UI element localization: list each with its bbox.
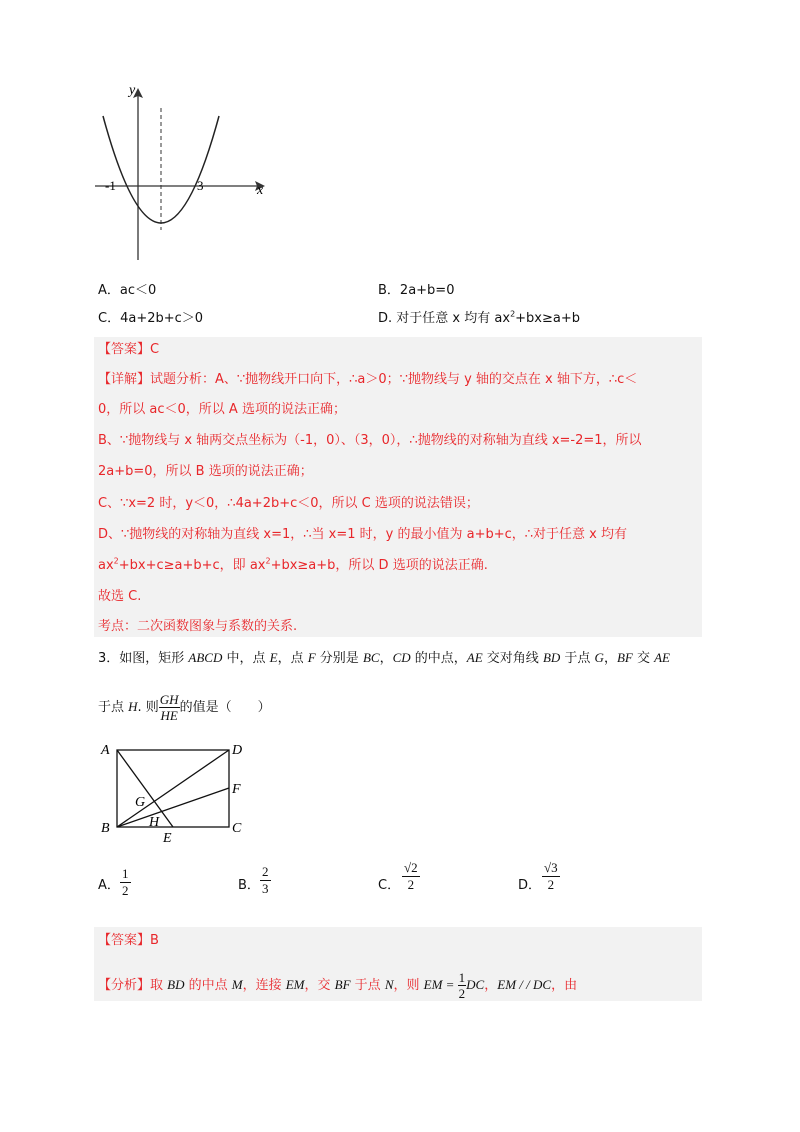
q2-option-b[interactable] xyxy=(378,281,454,301)
q3-answer-label: 【答案】B xyxy=(98,933,159,948)
fraction-denominator: 2 xyxy=(407,877,415,892)
fraction-numerator: 2 xyxy=(262,864,269,879)
text-part: 于点 xyxy=(560,651,595,666)
fraction-denominator: HE xyxy=(160,708,178,723)
q2-conclusion: 故选 C. xyxy=(98,589,142,604)
text-part: 分别是 xyxy=(315,651,363,666)
segment-bf xyxy=(117,788,229,827)
q2-explain-line5: C、∵x=2 时，y＜0，∴4a+2b+c＜0，所以 C 选项的说法错误； xyxy=(98,496,479,511)
x-axis-label: x xyxy=(257,183,264,198)
fraction-denominator: 2 xyxy=(547,877,555,892)
text-part: ， xyxy=(379,651,393,666)
option-letter: B． xyxy=(238,878,260,893)
fraction-numerator: 1 xyxy=(122,866,129,881)
q2-option-d[interactable] xyxy=(378,309,580,329)
option-fraction xyxy=(260,864,271,897)
label-c: C xyxy=(232,821,242,836)
q3-option-b[interactable] xyxy=(238,862,298,896)
fraction-denominator: 2 xyxy=(122,883,129,898)
option-text: 对于任意 x 均有 ax xyxy=(396,311,511,326)
math-bd: BD xyxy=(167,977,185,992)
q2-explain-line4: 2a+b=0，所以 B 选项的说法正确； xyxy=(98,464,313,479)
fraction-denominator: 3 xyxy=(262,881,269,896)
q3-stem-line1 xyxy=(98,648,670,669)
option-text-post: +bx≥a+b xyxy=(515,311,580,326)
q3-analysis-line xyxy=(98,970,577,1001)
parallel-statement: EM / / DC xyxy=(497,977,552,992)
segment-ae xyxy=(117,750,173,827)
label-d: D xyxy=(232,743,243,758)
math-em: EM xyxy=(285,977,305,992)
text-part: ，由 xyxy=(551,978,578,993)
q3-stem-line2 xyxy=(98,690,271,725)
q3-option-d[interactable] xyxy=(518,858,578,896)
math-m: M xyxy=(231,977,243,992)
tick-label-right: 3 xyxy=(197,178,204,193)
fraction-numerator: GH xyxy=(159,692,179,707)
superscript: 2 xyxy=(113,556,119,566)
text-part: 交对角线 xyxy=(482,651,543,666)
label-b: B xyxy=(101,821,110,836)
text-part: ax xyxy=(98,558,114,573)
option-letter: D. xyxy=(378,311,393,326)
equation-lhs: EM = xyxy=(423,977,458,992)
q3-option-c[interactable] xyxy=(378,858,438,896)
text-part: ，连接 xyxy=(242,978,286,993)
q2-explain-line2: 0，所以 ac＜0，所以 A 选项的说法正确； xyxy=(98,402,346,417)
math-bd: BD xyxy=(542,650,561,665)
text-part: 3．如图，矩形 xyxy=(98,651,189,666)
math-h: H xyxy=(128,699,138,714)
text-part: . 则 xyxy=(137,700,159,715)
math-bf: BF xyxy=(334,977,351,992)
diagonal-bd xyxy=(117,750,229,827)
text-part: 交 xyxy=(632,651,655,666)
q2-explain-line6: D、∵抛物线的对称轴为直线 x=1，∴当 x=1 时，y 的最小值为 a+b+c，∴对于任意 x 均有 xyxy=(98,527,628,542)
q2-explain-line7 xyxy=(98,556,488,576)
option-fraction xyxy=(120,866,131,899)
fraction-numerator: √3 xyxy=(544,860,558,875)
q2-explain-line1: 【详解】试题分析：A、∵抛物线开口向下，∴a＞0；∵抛物线与 y 轴的交点在 x 轴下方，∴c＜ xyxy=(98,372,638,387)
math-bf: BF xyxy=(616,650,633,665)
y-axis-label: y xyxy=(129,83,136,98)
text-part: +bx≥a+b，所以 D 选项的说法正确. xyxy=(270,558,488,573)
text-part: 中，点 xyxy=(222,651,270,666)
rectangle-figure xyxy=(95,738,255,848)
q2-option-a[interactable] xyxy=(98,281,156,301)
text-part: 【分析】取 xyxy=(98,978,168,993)
option-text: 2a+b=0 xyxy=(399,283,455,298)
text-part: ，点 xyxy=(277,651,308,666)
fraction-numerator: 1 xyxy=(458,970,466,985)
parabola-figure xyxy=(95,80,275,265)
label-e: E xyxy=(163,831,172,846)
label-f: F xyxy=(232,782,241,797)
math-f: F xyxy=(307,650,316,665)
math-g: G xyxy=(594,650,604,665)
option-fraction xyxy=(542,860,560,893)
math-abcd: ABCD xyxy=(188,650,223,665)
equation-fraction xyxy=(458,970,467,1001)
text-part: ，则 xyxy=(393,978,424,993)
label-g: G xyxy=(135,795,146,810)
math-ae: AE xyxy=(466,650,483,665)
superscript: 2 xyxy=(510,309,516,319)
option-letter: A． xyxy=(98,878,120,893)
option-letter: C． xyxy=(98,311,121,326)
q2-note: 考点：二次函数图象与系数的关系. xyxy=(98,619,298,634)
option-fraction xyxy=(402,860,420,893)
text-part: +bx+c≥a+b+c，即 ax xyxy=(118,558,266,573)
text-part: 的中点 xyxy=(184,978,232,993)
math-n: N xyxy=(384,977,394,992)
q2-answer-label: 【答案】C xyxy=(98,342,160,357)
math-bc: BC xyxy=(362,650,380,665)
text-part: 于点 xyxy=(350,978,385,993)
option-text: 4a+2b+c＞0 xyxy=(120,311,204,326)
tick-label-left: -1 xyxy=(105,178,116,193)
q2-option-c[interactable] xyxy=(98,309,203,329)
option-letter: D． xyxy=(518,878,542,893)
text-part: ， xyxy=(484,978,498,993)
option-text: ac＜0 xyxy=(119,283,157,298)
text-part: 于点 xyxy=(98,700,129,715)
superscript: 2 xyxy=(265,556,271,566)
fraction-numerator: √2 xyxy=(404,860,418,875)
text-part: ，交 xyxy=(304,978,335,993)
option-letter: A． xyxy=(98,283,120,298)
math-cd: CD xyxy=(392,650,411,665)
ratio-fraction xyxy=(159,692,180,723)
text-part: ， xyxy=(603,651,617,666)
text-part: 的值是（ ） xyxy=(179,700,271,715)
label-a: A xyxy=(101,743,110,758)
label-h: H xyxy=(149,815,160,830)
equation-rhs: DC xyxy=(466,977,485,992)
text-part: 的中点， xyxy=(410,651,467,666)
math-ae: AE xyxy=(654,650,670,665)
q3-option-a[interactable] xyxy=(98,864,158,898)
q2-explain-line3: B、∵抛物线与 x 轴两交点坐标为（-1，0）、（3，0），∴抛物线的对称轴为直线 x=-2=1，所以 xyxy=(98,433,642,448)
option-letter: C． xyxy=(378,878,401,893)
fraction-denominator: 2 xyxy=(458,986,466,1001)
option-letter: B． xyxy=(378,283,400,298)
math-e: E xyxy=(269,650,278,665)
